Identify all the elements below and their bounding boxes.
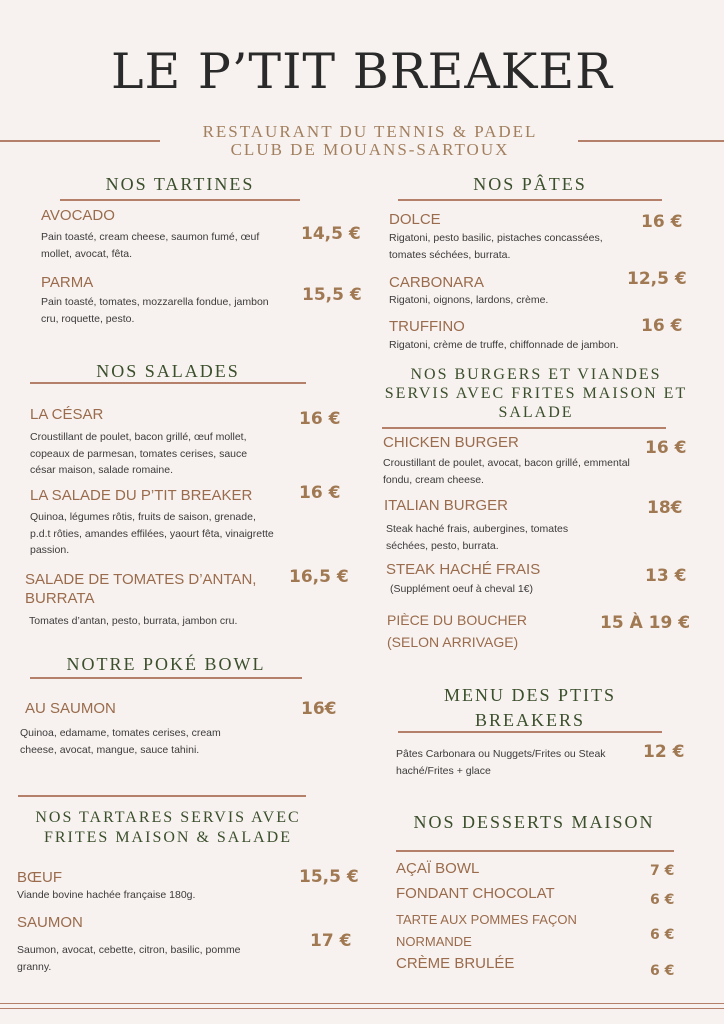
item-name-boeuf: BŒUF xyxy=(17,869,62,886)
section-heading-tartines: NOS TARTINES xyxy=(105,174,255,194)
item-price-creme-brulee: 6 € xyxy=(650,963,675,979)
item-name-cesar: LA CÉSAR xyxy=(30,406,104,423)
footer-rule-bottom xyxy=(0,1008,724,1009)
item-desc-carbonara: Rigatoni, oignons, lardons, crème. xyxy=(389,294,549,306)
item-price-dolce: 16 € xyxy=(641,212,683,232)
section-underline-desserts xyxy=(396,850,674,852)
item-desc-chicken-burger: Croustillant de poulet, avocat, bacon grillé, emmental fondu, cream cheese. xyxy=(383,457,630,486)
header-rule-right xyxy=(578,140,724,142)
section-heading-tartares-line-1: NOS TARTARES SERVIS AVEC xyxy=(35,809,301,826)
section-underline-salades xyxy=(30,382,306,384)
header-rule-left xyxy=(0,140,160,142)
section-heading-burgers xyxy=(366,365,706,422)
item-desc-parma: Pain toasté, tomates, mozzarella fondue, jambon cru, roquette, pesto. xyxy=(41,296,269,325)
section-heading-pates: NOS PÂTES xyxy=(473,174,587,194)
item-price-salade-ptit-breaker: 16 € xyxy=(299,483,341,503)
section-overline-tartares xyxy=(18,795,306,797)
item-price-carbonara: 12,5 € xyxy=(627,269,687,289)
section-heading-burgers-line-1: NOS BURGERS ET VIANDES xyxy=(410,366,662,383)
item-name-chicken-burger: CHICKEN BURGER xyxy=(383,434,519,451)
item-name-piece-du-boucher-line-1: PIÈCE DU BOUCHER xyxy=(387,612,528,628)
page-title: LE P’TIT BREAKER xyxy=(110,43,614,100)
section-underline-kids-menu xyxy=(398,731,662,733)
item-name-truffino: TRUFFINO xyxy=(389,318,465,335)
section-heading-kids-menu-line-2: BREAKERS xyxy=(474,710,586,730)
item-price-fondant-chocolat: 6 € xyxy=(650,892,675,908)
item-name-salade-tomates-line-1: SALADE DE TOMATES D’ANTAN, xyxy=(25,571,257,588)
item-name-dolce: DOLCE xyxy=(389,211,441,228)
item-desc-dolce: Rigatoni, pesto basilic, pistaches concassées, tomates séchées, burrata. xyxy=(389,232,603,261)
section-underline-poke xyxy=(30,677,302,679)
item-name-piece-du-boucher xyxy=(387,609,527,653)
item-desc-salade-tomates: Tomates d’antan, pesto, burrata, jambon cru. xyxy=(29,615,238,627)
restaurant-subtitle xyxy=(160,123,580,159)
footer-rule-top xyxy=(0,1003,724,1004)
section-heading-burgers-line-2: SERVIS AVEC FRITES MAISON ET xyxy=(384,385,688,402)
item-price-parma: 15,5 € xyxy=(302,285,362,305)
item-name-tarte-aux-pommes-line-2: NORMANDE xyxy=(396,934,472,949)
item-name-fondant-chocolat: FONDANT CHOCOLAT xyxy=(396,885,555,902)
item-price-avocado: 14,5 € xyxy=(301,224,361,244)
section-heading-tartares-line-2: FRITES MAISON & SALADE xyxy=(43,829,292,846)
item-name-italian-burger: ITALIAN BURGER xyxy=(384,497,508,514)
item-desc-saumon: Saumon, avocat, cebette, citron, basilic, pomme granny. xyxy=(17,944,241,973)
section-underline-pates xyxy=(398,199,662,201)
item-name-carbonara: CARBONARA xyxy=(389,274,485,291)
item-desc-italian-burger: Steak haché frais, aubergines, tomates séchées, pesto, burrata. xyxy=(386,523,569,552)
item-desc-avocado: Pain toasté, cream cheese, saumon fumé, œuf mollet, avocat, fêta. xyxy=(41,231,260,260)
item-price-acai-bowl: 7 € xyxy=(650,863,675,879)
item-desc-boeuf: Viande bovine hachée française 180g. xyxy=(17,889,196,901)
section-heading-kids-menu xyxy=(398,683,662,733)
item-name-salade-ptit-breaker: LA SALADE DU P’TIT BREAKER xyxy=(30,487,253,504)
item-desc-cesar: Croustillant de poulet, bacon grillé, œuf mollet, copeaux de parmesan, tomates cerises, sauce césar maison, salade romaine. xyxy=(30,431,248,476)
item-name-au-saumon: AU SAUMON xyxy=(25,700,116,717)
subtitle-line-2: CLUB DE MOUANS-SARTOUX xyxy=(230,140,510,159)
item-price-au-saumon: 16€ xyxy=(301,699,337,719)
item-name-salade-tomates xyxy=(25,570,256,608)
section-heading-poke: NOTRE POKÉ BOWL xyxy=(66,654,266,674)
item-price-boeuf: 15,5 € xyxy=(299,867,359,887)
item-price-kids-menu: 12 € xyxy=(643,742,685,762)
item-name-tarte-aux-pommes xyxy=(396,909,577,953)
item-name-salade-tomates-line-2: BURRATA xyxy=(25,590,95,607)
item-price-italian-burger: 18€ xyxy=(647,498,683,518)
item-name-tarte-aux-pommes-line-1: TARTE AUX POMMES FAÇON xyxy=(396,912,577,927)
section-heading-kids-menu-line-1: MENU DES PTITS xyxy=(443,685,616,705)
item-name-steak-hache: STEAK HACHÉ FRAIS xyxy=(386,561,541,578)
item-price-saumon: 17 € xyxy=(310,931,352,951)
section-heading-salades: NOS SALADES xyxy=(96,361,240,381)
item-desc-kids-menu: Pâtes Carbonara ou Nuggets/Frites ou Steak haché/Frites + glace xyxy=(396,748,606,777)
item-name-acai-bowl: AÇAÏ BOWL xyxy=(396,860,480,877)
item-name-saumon: SAUMON xyxy=(17,914,83,931)
item-desc-steak-hache: (Supplément oeuf à cheval 1€) xyxy=(390,583,534,595)
item-name-piece-du-boucher-line-2: (SELON ARRIVAGE) xyxy=(387,634,519,650)
item-price-truffino: 16 € xyxy=(641,316,683,336)
section-heading-tartares xyxy=(18,808,318,848)
item-price-tarte-aux-pommes: 6 € xyxy=(650,927,675,943)
section-underline-burgers xyxy=(382,427,666,429)
subtitle-line-1: RESTAURANT DU TENNIS & PADEL xyxy=(202,122,538,141)
item-price-piece-du-boucher: 15 À 19 € xyxy=(600,613,691,633)
item-desc-truffino: Rigatoni, crème de truffe, chiffonnade de jambon. xyxy=(389,339,619,351)
section-heading-burgers-line-3: SALADE xyxy=(498,404,574,421)
section-underline-tartines xyxy=(60,199,300,201)
item-name-parma: PARMA xyxy=(41,274,94,291)
item-name-avocado: AVOCADO xyxy=(41,207,115,224)
item-name-creme-brulee: CRÈME BRULÉE xyxy=(396,955,515,972)
section-heading-desserts: NOS DESSERTS MAISON xyxy=(413,812,655,832)
item-price-steak-hache: 13 € xyxy=(645,566,687,586)
item-price-salade-tomates: 16,5 € xyxy=(289,567,349,587)
item-price-chicken-burger: 16 € xyxy=(645,438,687,458)
item-price-cesar: 16 € xyxy=(299,409,341,429)
item-desc-salade-ptit-breaker: Quinoa, légumes rôtis, fruits de saison, grenade, p.d.t rôties, amandes effilées, yaourt fêta, vinaigrette passion. xyxy=(30,511,274,556)
item-desc-au-saumon: Quinoa, edamame, tomates cerises, cream cheese, avocat, mangue, sauce tahini. xyxy=(20,727,221,756)
